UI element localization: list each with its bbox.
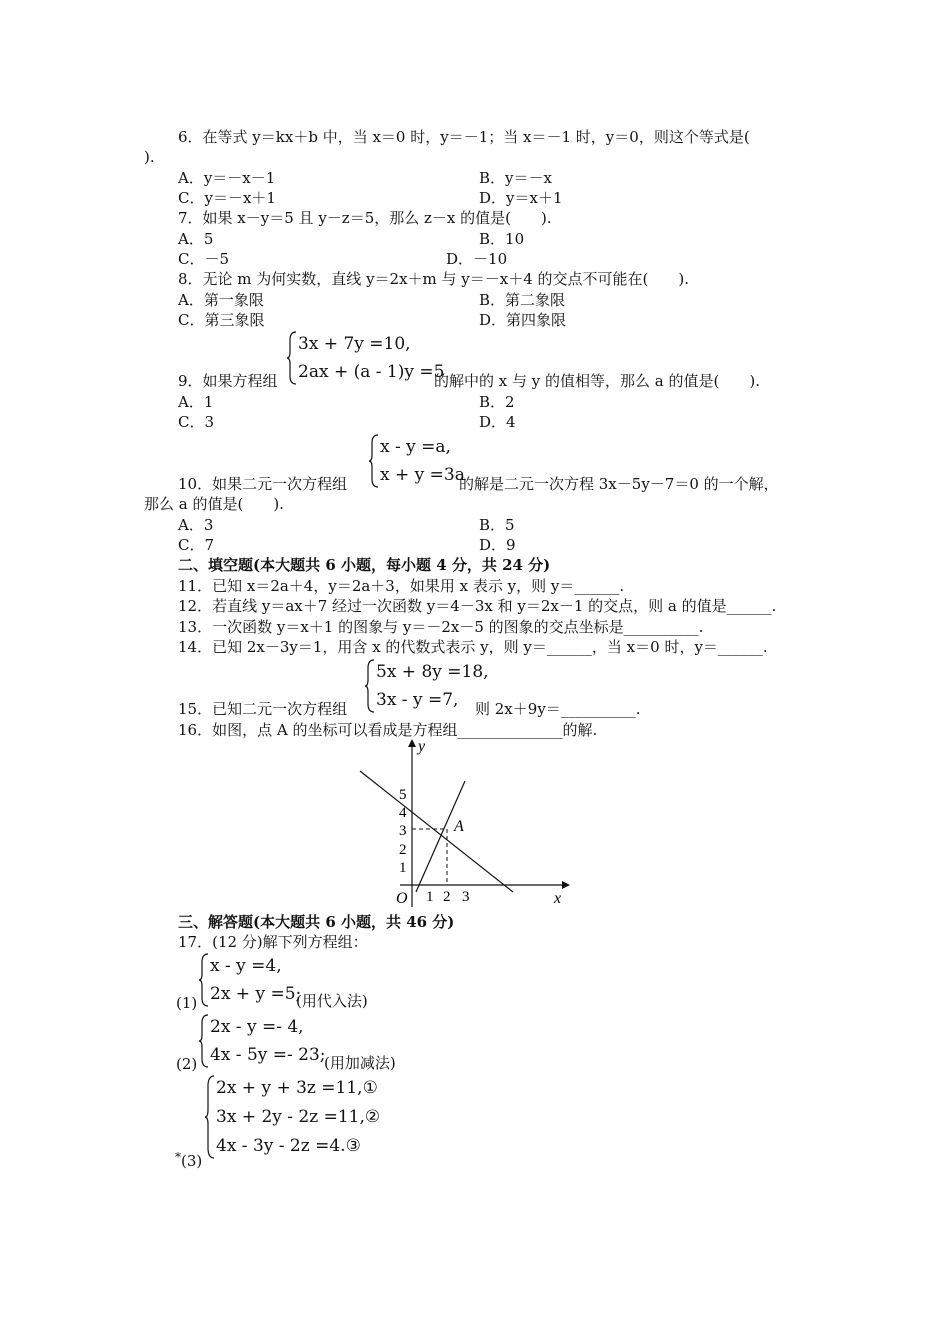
q9-option-d: D．4 xyxy=(479,413,516,431)
q15-prefix: 15．已知二元一次方程组 xyxy=(178,700,348,718)
q12-stem: 12．若直线 y＝ax＋7 经过一次函数 y＝4－3x 和 y＝2x－1 的交点，则 a 的值是______. xyxy=(178,597,777,615)
q7-option-d: D．－10 xyxy=(446,250,508,268)
q7-option-c: C．－5 xyxy=(178,250,230,268)
q6-option-c: C．y＝－x＋1 xyxy=(178,189,276,207)
q16-stem: 16．如图，点 A 的坐标可以看成是方程组______________的解. xyxy=(178,721,598,739)
x-tick-label: 3 xyxy=(462,889,470,905)
y-axis-arrow-icon xyxy=(408,739,416,747)
q10-line2: 那么 a 的值是( ). xyxy=(144,495,284,513)
q17-part2-eq2: 4x - 5y =- 23; xyxy=(210,1045,326,1065)
q15-eq2: 3x - y =7, xyxy=(376,690,459,710)
q10-option-c: C．7 xyxy=(178,536,215,554)
left-brace-icon xyxy=(198,1013,210,1069)
left-brace-icon xyxy=(198,952,210,1008)
q6-option-a: A．y＝－x－1 xyxy=(178,169,276,187)
q7-option-b: B．10 xyxy=(479,230,525,248)
q17-part1-method: (用代入法) xyxy=(296,992,368,1010)
q17-part1-eq1: x - y =4, xyxy=(210,956,282,976)
q17-part3-label: (3) xyxy=(181,1152,203,1170)
q8-option-b: B．第二象限 xyxy=(479,291,566,309)
q17-part1-eq2: 2x + y =5; xyxy=(210,984,302,1004)
q15-eq1: 5x + 8y =18, xyxy=(376,662,489,682)
q17-part3-eq1: 2x + y + 3z =11,① xyxy=(216,1078,378,1098)
y-tick-label: 1 xyxy=(399,860,407,876)
q10-option-b: B．5 xyxy=(479,516,515,534)
q9-option-a: A．1 xyxy=(178,393,214,411)
q17-part2-eq1: 2x - y =- 4, xyxy=(210,1017,304,1037)
q8-stem: 8．无论 m 为何实数，直线 y＝2x＋m 与 y＝－x＋4 的交点不可能在( ). xyxy=(178,270,690,288)
q6-stem-end: ). xyxy=(144,148,155,166)
q9-prefix: 9．如果方程组 xyxy=(178,372,278,390)
x-tick-label: 2 xyxy=(443,889,451,905)
q11-stem: 11．已知 x＝2a＋4，y＝2a＋3，如果用 x 表示 y，则 y＝______. xyxy=(178,577,625,595)
q9-eq1: 3x + 7y =10, xyxy=(298,334,411,354)
y-tick-label: 3 xyxy=(399,823,407,839)
x-axis-label: x xyxy=(554,890,562,907)
q6-option-b: B．y＝－x xyxy=(479,169,552,187)
q7-option-a: A．5 xyxy=(178,230,214,248)
q15-suffix: 则 2x＋9y＝__________. xyxy=(475,700,641,718)
q9-suffix: 的解中的 x 与 y 的值相等，那么 a 的值是( ). xyxy=(434,372,760,390)
q7-stem: 7．如果 x－y＝5 且 y－z＝5，那么 z－x 的值是( ). xyxy=(178,209,552,227)
line-increasing xyxy=(416,781,465,892)
q9-option-b: B．2 xyxy=(479,393,515,411)
y-tick-label: 2 xyxy=(399,842,407,858)
x-axis-arrow-icon xyxy=(562,881,570,889)
line-decreasing xyxy=(360,771,513,892)
q9-option-c: C．3 xyxy=(178,413,215,431)
section-3-heading: 三、解答题(本大题共 6 小题，共 46 分) xyxy=(178,913,455,931)
q17-stem: 17．(12 分)解下列方程组： xyxy=(178,933,368,951)
origin-label: O xyxy=(396,890,408,907)
x-tick-label: 1 xyxy=(426,889,434,905)
q17-part2-method: (用加减法) xyxy=(324,1054,396,1072)
q6-stem: 6．在等式 y＝kx＋b 中，当 x＝0 时，y＝－1；当 x＝－1 时，y＝0，则这个等式是( xyxy=(178,128,750,146)
q17-part1-label: (1) xyxy=(176,994,198,1012)
section-2-heading: 二、填空题(本大题共 6 小题，每小题 4 分，共 24 分) xyxy=(178,556,551,574)
q10-suffix: 的解是二元一次方程 3x－5y－7＝0 的一个解， xyxy=(459,475,779,493)
y-axis-label: y xyxy=(418,738,426,755)
q10-prefix: 10．如果二元一次方程组 xyxy=(178,475,348,493)
q9-eq2: 2ax + (a - 1)y =5 xyxy=(298,362,445,382)
q13-stem: 13．一次函数 y＝x＋1 的图象与 y＝－2x－5 的图象的交点坐标是__________. xyxy=(178,618,704,636)
q17-part2-label: (2) xyxy=(176,1055,198,1073)
coordinate-graph xyxy=(350,735,580,910)
point-a-label: A xyxy=(454,818,464,835)
q17-part3-eq3: 4x - 3y - 2z =4.③ xyxy=(216,1136,361,1156)
q10-option-a: A．3 xyxy=(178,516,214,534)
y-tick-label: 4 xyxy=(399,805,407,821)
q10-eq2: x + y =3a xyxy=(380,465,465,485)
left-brace-icon xyxy=(364,658,376,714)
q14-stem: 14．已知 2x－3y＝1，用含 x 的代数式表示 y，则 y＝______，当 x＝0 时，y＝______. xyxy=(178,638,768,656)
q8-option-d: D．第四象限 xyxy=(479,311,567,329)
q8-option-a: A．第一象限 xyxy=(178,291,264,309)
left-brace-icon xyxy=(204,1074,216,1160)
left-brace-icon xyxy=(368,433,380,489)
left-brace-icon xyxy=(286,330,298,386)
q10-eq1: x - y =a, xyxy=(380,437,451,457)
q17-part3-star: * xyxy=(175,1150,181,1164)
q17-part3-eq2: 3x + 2y - 2z =11,② xyxy=(216,1107,381,1127)
q10-option-d: D．9 xyxy=(479,536,516,554)
q8-option-c: C．第三象限 xyxy=(178,311,265,329)
y-tick-label: 5 xyxy=(399,787,407,803)
q6-option-d: D．y＝x＋1 xyxy=(479,189,563,207)
